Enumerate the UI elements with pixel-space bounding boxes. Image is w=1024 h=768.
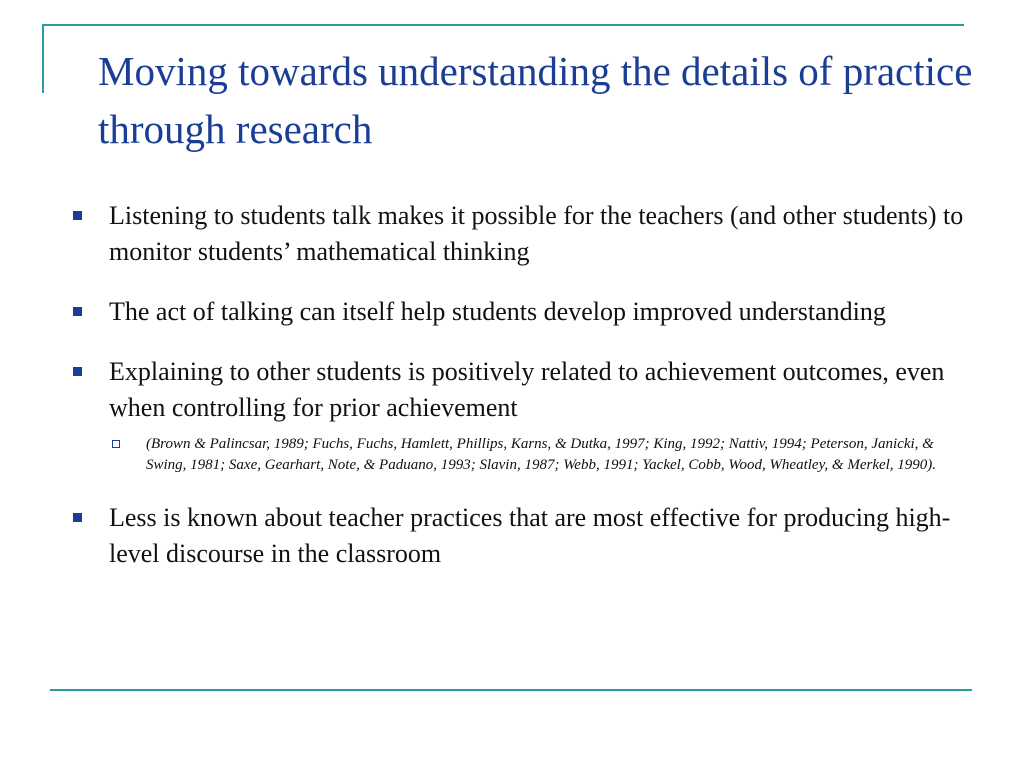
- filled-square-bullet-icon: [73, 513, 82, 522]
- bullet-text: Explaining to other students is positively related to achievement outcomes, even when controlling for prior achievement: [109, 357, 945, 422]
- left-accent-rule: [42, 25, 44, 93]
- bullet-item: [70, 500, 970, 572]
- slide-title: Moving towards understanding the details of practice through research: [98, 48, 973, 152]
- bullet-item: [70, 294, 970, 330]
- filled-square-bullet-icon: [73, 367, 82, 376]
- bullet-item: [70, 354, 970, 426]
- citation-text: (Brown & Palincsar, 1989; Fuchs, Fuchs, Hamlett, Phillips, Karns, & Dutka, 1997; King, 1992; Nattiv, 1994; Peterson, Janicki, & Swing, 1981; Saxe, Gearhart, Note, & Paduano, 1993; Slavin, 1987; Webb, 1991; Yackel, Cobb, Wood, Wheatley, & Merkel, 1990).: [146, 436, 937, 473]
- bullet-text: The act of talking can itself help students develop improved understanding: [109, 297, 886, 326]
- bottom-accent-rule: [50, 689, 972, 691]
- sub-bullet-item: [109, 434, 961, 476]
- slide-body: [70, 198, 970, 596]
- hollow-square-bullet-icon: [112, 440, 120, 448]
- bullet-item: [70, 198, 970, 270]
- filled-square-bullet-icon: [73, 211, 82, 220]
- filled-square-bullet-icon: [73, 307, 82, 316]
- bullet-text: Less is known about teacher practices that are most effective for producing high-level discourse in the classroom: [109, 503, 951, 568]
- bullet-text: Listening to students talk makes it possible for the teachers (and other students) to monitor students’ mathematical thinking: [109, 201, 964, 266]
- top-accent-rule: [42, 24, 964, 26]
